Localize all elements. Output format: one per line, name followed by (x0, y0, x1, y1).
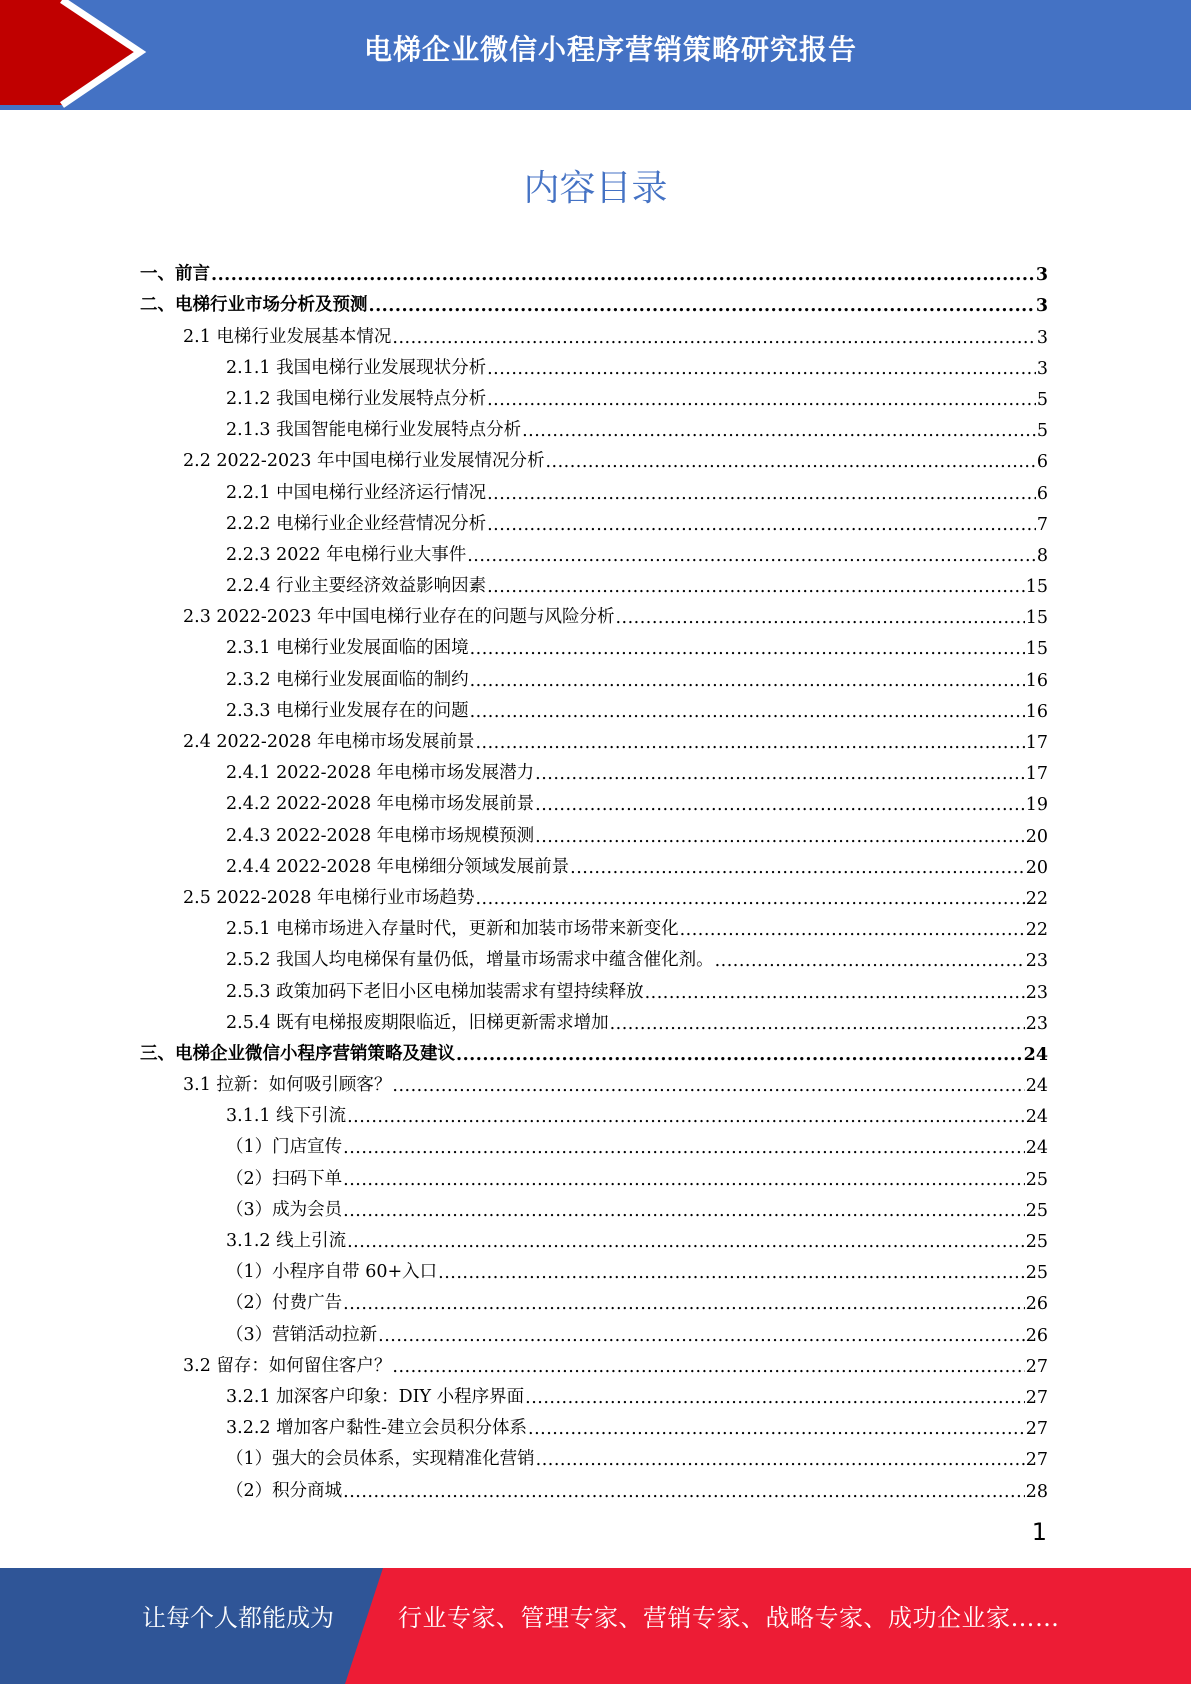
toc-entry-title: 2.4.2 2022-2028 年电梯市场发展前景 (226, 794, 535, 815)
toc-entry[interactable] (140, 1346, 1048, 1377)
toc-entry-title: 2.5.4 既有电梯报废期限临近，旧梯更新需求增加 (226, 1012, 609, 1033)
toc-leader-dots (470, 671, 1025, 691)
toc-entry-page: 26 (1025, 1325, 1048, 1346)
toc-entry[interactable] (140, 348, 1048, 379)
toc-entry-title: 2.4.1 2022-2028 年电梯市场发展潜力 (226, 763, 535, 784)
toc-entry-title: 2.5 2022-2028 年电梯行业市场趋势 (183, 887, 475, 908)
toc-entry[interactable] (140, 909, 1048, 940)
toc-entry[interactable] (140, 691, 1048, 722)
table-of-contents (140, 254, 1048, 1502)
toc-leader-dots (535, 764, 1025, 784)
toc-entry-page: 24 (1025, 1138, 1048, 1159)
toc-entry[interactable] (140, 285, 1048, 316)
toc-entry[interactable] (140, 1034, 1048, 1065)
toc-entry-title: 2.4.3 2022-2028 年电梯市场规模预测 (226, 825, 535, 846)
toc-entry-page: 25 (1025, 1200, 1048, 1221)
toc-entry-title: （2）积分商城 (226, 1480, 343, 1501)
toc-entry[interactable] (140, 1127, 1048, 1158)
toc-entry-page: 17 (1025, 764, 1048, 785)
toc-entry[interactable] (140, 1190, 1048, 1221)
toc-entry[interactable] (140, 504, 1048, 535)
toc-leader-dots (522, 421, 1036, 441)
toc-entry[interactable] (140, 722, 1048, 753)
toc-entry-page: 25 (1025, 1263, 1048, 1284)
toc-entry-title: （2）付费广告 (226, 1293, 343, 1314)
toc-entry[interactable] (140, 1096, 1048, 1127)
toc-leader-dots (378, 1326, 1025, 1346)
toc-leader-dots (715, 951, 1025, 971)
toc-entry-title: 2.1.1 我国电梯行业发展现状分析 (226, 357, 487, 378)
toc-leader-dots (470, 639, 1025, 659)
toc-entry-page: 17 (1025, 733, 1048, 753)
toc-entry-title: 2.3 2022-2023 年中国电梯行业存在的问题与风险分析 (183, 607, 615, 628)
toc-entry-page: 24 (1023, 1044, 1048, 1065)
toc-entry-page: 22 (1025, 920, 1048, 941)
toc-entry-page: 15 (1025, 608, 1048, 629)
toc-leader-dots (487, 577, 1025, 597)
page-number: 1 (1031, 1518, 1047, 1546)
toc-entry[interactable] (140, 566, 1048, 597)
toc-leader-dots (347, 1232, 1025, 1252)
toc-entry-title: 2.2.4 行业主要经济效益影响因素 (226, 576, 487, 597)
toc-title: 内容目录 (523, 168, 668, 209)
toc-entry-title: 2.2.3 2022 年电梯行业大事件 (226, 544, 467, 565)
toc-entry-title: （1）强大的会员体系，实现精准化营销 (226, 1449, 535, 1470)
toc-leader-dots (369, 296, 1035, 316)
toc-entry-page: 16 (1025, 670, 1048, 691)
toc-leader-dots (610, 1014, 1025, 1034)
toc-entry[interactable] (140, 847, 1048, 878)
toc-entry-page: 22 (1025, 888, 1048, 909)
toc-entry-page: 24 (1025, 1107, 1048, 1128)
toc-entry[interactable] (140, 597, 1048, 628)
toc-entry-page: 15 (1025, 639, 1048, 660)
toc-leader-dots (347, 1107, 1025, 1127)
toc-leader-dots (615, 608, 1024, 628)
toc-entry-page: 15 (1025, 577, 1048, 598)
toc-entry-title: 3.2.2 增加客户黏性-建立会员积分体系 (226, 1418, 528, 1439)
toc-entry-title: 三、电梯企业微信小程序营销策略及建议 (140, 1043, 455, 1064)
toc-entry-title: 2.3.2 电梯行业发展面临的制约 (226, 669, 469, 690)
toc-entry-title: 3.2 留存：如何留住客户？ (183, 1355, 392, 1376)
toc-entry[interactable] (140, 379, 1048, 410)
toc-leader-dots (487, 515, 1036, 535)
toc-leader-dots (535, 827, 1025, 847)
toc-entry-page: 5 (1036, 389, 1048, 410)
toc-entry[interactable] (140, 784, 1048, 815)
toc-entry[interactable] (140, 1221, 1048, 1252)
toc-entry-page: 5 (1036, 421, 1048, 442)
toc-entry[interactable] (140, 1003, 1048, 1034)
toc-entry-page: 27 (1025, 1419, 1048, 1440)
toc-entry-title: 2.1 电梯行业发展基本情况 (183, 326, 392, 347)
toc-entry-page: 3 (1036, 358, 1048, 379)
toc-entry-title: （1）小程序自带 60+入口 (226, 1262, 438, 1283)
toc-entry-title: 2.1.2 我国电梯行业发展特点分析 (226, 388, 487, 409)
toc-entry-page: 20 (1025, 857, 1048, 878)
toc-leader-dots (438, 1263, 1025, 1283)
footer-slogan-right: 行业专家、管理专家、营销专家、战略专家、成功企业家…… (398, 1604, 1060, 1632)
toc-entry-title: （2）扫码下单 (226, 1168, 343, 1189)
toc-entry-page: 23 (1025, 982, 1048, 1003)
toc-entry-page: 26 (1025, 1294, 1048, 1315)
toc-entry-page: 23 (1025, 951, 1048, 972)
toc-entry-page: 3 (1036, 327, 1048, 348)
toc-entry[interactable] (140, 1377, 1048, 1408)
toc-entry-page: 7 (1036, 514, 1048, 535)
toc-entry-title: 2.2 2022-2023 年中国电梯行业发展情况分析 (183, 451, 545, 472)
toc-leader-dots (475, 733, 1024, 753)
toc-leader-dots (570, 858, 1025, 878)
toc-entry-title: 2.2.1 中国电梯行业经济运行情况 (226, 482, 487, 503)
toc-leader-dots (343, 1294, 1025, 1314)
toc-entry[interactable] (140, 410, 1048, 441)
toc-leader-dots (392, 328, 1035, 348)
toc-entry-page: 27 (1025, 1356, 1048, 1377)
toc-entry[interactable] (140, 659, 1048, 690)
toc-entry-title: 二、电梯行业市场分析及预测 (140, 295, 368, 316)
toc-leader-dots (343, 1201, 1025, 1221)
toc-entry-page: 3 (1035, 265, 1048, 286)
toc-entry[interactable] (140, 1252, 1048, 1283)
report-title: 电梯企业微信小程序营销策略研究报告 (363, 33, 857, 66)
toc-entry-title: 一、前言 (140, 264, 210, 285)
toc-entry[interactable] (140, 753, 1048, 784)
toc-entry[interactable] (140, 1283, 1048, 1314)
page-header (0, 0, 1191, 110)
toc-leader-dots (456, 1045, 1023, 1065)
toc-entry[interactable] (140, 1408, 1048, 1439)
toc-entry-title: 2.4 2022-2028 年电梯市场发展前景 (183, 732, 475, 752)
toc-leader-dots (536, 1450, 1025, 1470)
toc-entry-page: 28 (1025, 1481, 1048, 1502)
toc-leader-dots (392, 1076, 1024, 1096)
toc-leader-dots (645, 983, 1025, 1003)
toc-leader-dots (535, 795, 1025, 815)
toc-entry[interactable] (140, 878, 1048, 909)
toc-entry-title: （3）营销活动拉新 (226, 1324, 378, 1345)
toc-entry-page: 6 (1036, 452, 1048, 473)
toc-leader-dots (545, 452, 1035, 472)
toc-entry-page: 24 (1025, 1076, 1048, 1097)
toc-entry-page: 27 (1025, 1450, 1048, 1471)
toc-entry-page: 25 (1025, 1232, 1048, 1252)
toc-entry-page: 23 (1025, 1013, 1048, 1034)
toc-leader-dots (211, 265, 1035, 285)
toc-entry[interactable] (140, 1158, 1048, 1189)
toc-entry-title: 3.2.1 加深客户印象：DIY 小程序界面 (226, 1386, 525, 1407)
toc-leader-dots (343, 1138, 1025, 1158)
toc-entry[interactable] (140, 815, 1048, 846)
toc-entry[interactable] (140, 472, 1048, 503)
toc-entry-title: 2.1.3 我国智能电梯行业发展特点分析 (226, 420, 522, 441)
toc-leader-dots (525, 1388, 1025, 1408)
toc-entry-title: 2.3.1 电梯行业发展面临的困境 (226, 638, 469, 659)
toc-entry-page: 3 (1035, 296, 1048, 317)
toc-entry[interactable] (140, 441, 1048, 472)
toc-leader-dots (343, 1482, 1025, 1502)
toc-entry[interactable] (140, 1065, 1048, 1096)
toc-entry-title: 2.2.2 电梯行业企业经营情况分析 (226, 513, 487, 534)
toc-entry-page: 27 (1025, 1387, 1048, 1408)
toc-leader-dots (487, 359, 1036, 379)
toc-entry-page: 19 (1025, 795, 1048, 816)
toc-entry-title: 3.1.1 线下引流 (226, 1106, 347, 1127)
toc-entry-title: 2.5.1 电梯市场进入存量时代，更新和加装市场带来新变化 (226, 919, 679, 940)
toc-entry[interactable] (140, 940, 1048, 971)
toc-entry-title: 3.1 拉新：如何吸引顾客？ (183, 1075, 392, 1096)
toc-leader-dots (487, 390, 1036, 410)
toc-entry[interactable] (140, 1439, 1048, 1470)
toc-entry-title: 2.3.3 电梯行业发展存在的问题 (226, 700, 469, 721)
toc-entry-title: （3）成为会员 (226, 1199, 343, 1220)
toc-entry-page: 16 (1025, 701, 1048, 722)
toc-entry-title: 2.5.3 政策加码下老旧小区电梯加装需求有望持续释放 (226, 981, 644, 1002)
toc-entry[interactable] (140, 1470, 1048, 1501)
toc-entry-page: 8 (1036, 545, 1048, 566)
toc-entry[interactable] (140, 971, 1048, 1002)
toc-entry[interactable] (140, 628, 1048, 659)
toc-leader-dots (528, 1419, 1025, 1439)
footer-slogan-left: 让每个人都能成为 (142, 1604, 334, 1632)
toc-leader-dots (680, 920, 1025, 940)
toc-leader-dots (475, 889, 1024, 909)
toc-entry-title: 2.4.4 2022-2028 年电梯细分领域发展前景 (226, 856, 570, 877)
toc-entry[interactable] (140, 254, 1048, 285)
toc-entry-title: 2.5.2 我国人均电梯保有量仍低，增量市场需求中蕴含催化剂。 (226, 950, 714, 971)
toc-entry-title: 3.1.2 线上引流 (226, 1231, 347, 1251)
toc-leader-dots (392, 1357, 1024, 1377)
toc-entry-page: 6 (1036, 483, 1048, 504)
toc-leader-dots (470, 702, 1025, 722)
toc-entry[interactable] (140, 535, 1048, 566)
toc-leader-dots (487, 484, 1036, 504)
toc-leader-dots (467, 546, 1036, 566)
toc-entry[interactable] (140, 1314, 1048, 1345)
toc-entry-title: （1）门店宣传 (226, 1137, 343, 1158)
toc-leader-dots (343, 1170, 1025, 1190)
toc-entry-page: 25 (1025, 1169, 1048, 1190)
toc-entry-page: 20 (1025, 826, 1048, 847)
toc-entry[interactable] (140, 316, 1048, 347)
